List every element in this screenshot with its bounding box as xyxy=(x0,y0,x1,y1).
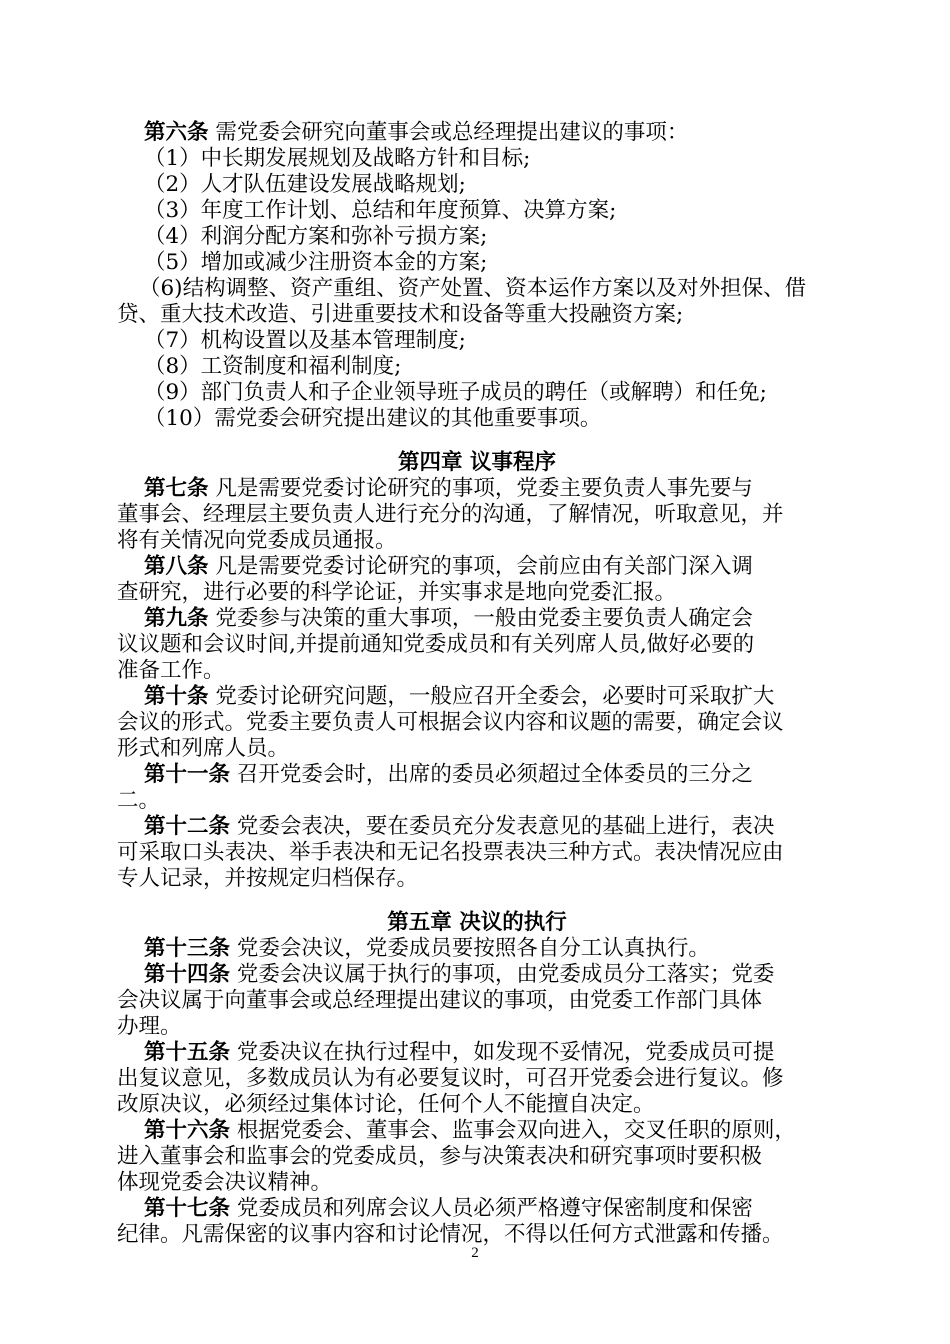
article-16-line-1: 根据党委会、董事会、监事会双向进入，交叉任职的原则， xyxy=(236,1118,796,1143)
article-16-line-3: 体现党委会决议精神。 xyxy=(117,1170,333,1195)
article-7-heading: 第七条 xyxy=(144,476,209,501)
chapter-5-title: 第五章 决议的执行 xyxy=(387,910,567,935)
article-14-line-1: 党委会决议属于执行的事项，由党委成员分工落实；党委 xyxy=(236,962,775,987)
article-16-line-2: 进入董事会和监事会的党委成员，参与决策表决和研究事项时要积极 xyxy=(117,1144,763,1169)
article-8-heading: 第八条 xyxy=(144,554,209,579)
document-body xyxy=(117,120,837,1248)
article-17-line-1: 党委成员和列席会议人员必须严格遵守保密制度和保密 xyxy=(236,1196,753,1221)
article-14-heading: 第十四条 xyxy=(144,962,231,987)
article-6-intro: 需党委会研究向董事会或总经理提出建议的事项： xyxy=(215,120,689,145)
article-8-line-1: 凡是需要党委讨论研究的事项，会前应由有关部门深入调 xyxy=(215,554,753,579)
article-6-item-6-line-2: 贷、重大技术改造、引进重要技术和设备等重大投融资方案; xyxy=(117,302,684,327)
article-15-line-1: 党委决议在执行过程中，如发现不妥情况，党委成员可提 xyxy=(236,1040,775,1065)
article-16-heading: 第十六条 xyxy=(144,1118,231,1143)
article-13-heading: 第十三条 xyxy=(144,936,231,961)
article-13 xyxy=(117,936,837,962)
article-12-line-2: 可采取口头表决、举手表决和无记名投票表决三种方式。表决情况应由 xyxy=(117,840,784,865)
article-11-line-2: 二。 xyxy=(117,788,161,813)
article-12-heading: 第十二条 xyxy=(144,814,231,839)
article-16 xyxy=(117,1118,837,1144)
article-11-line-1: 召开党委会时，出席的委员必须超过全体委员的三分之 xyxy=(236,762,753,787)
article-6-item-2: （2）人才队伍建设发展战略规划; xyxy=(144,172,466,197)
article-15-heading: 第十五条 xyxy=(144,1040,231,1065)
article-6-item-1: （1）中长期发展规划及战略方针和目标; xyxy=(144,146,531,171)
article-14 xyxy=(117,962,837,988)
page-number: 2 xyxy=(471,1245,479,1261)
article-6 xyxy=(117,120,837,146)
article-15-line-3: 改原决议，必须经过集体讨论，任何个人不能擅自决定。 xyxy=(117,1092,655,1117)
article-15 xyxy=(117,1040,837,1066)
article-9 xyxy=(117,606,837,632)
article-11-heading: 第十一条 xyxy=(144,762,231,787)
article-11 xyxy=(117,762,837,788)
article-7-line-2: 董事会、经理层主要负责人进行充分的沟通，了解情况，听取意见，并 xyxy=(117,502,784,527)
article-6-item-8: （8）工资制度和福利制度; xyxy=(144,354,402,379)
article-9-line-2: 议议题和会议时间,并提前通知党委成员和有关列席人员,做好必要的 xyxy=(117,632,755,657)
article-13-line-1: 党委会决议，党委成员要按照各自分工认真执行。 xyxy=(236,936,710,961)
article-6-item-9: （9）部门负责人和子企业领导班子成员的聘任（或解聘）和任免; xyxy=(144,380,767,405)
article-7-line-3: 将有关情况向党委成员通报。 xyxy=(117,528,397,553)
article-6-item-3: （3）年度工作计划、总结和年度预算、决算方案; xyxy=(144,198,617,223)
article-15-line-2: 出复议意见，多数成员认为有必要复议时，可召开党委会进行复议。修 xyxy=(117,1066,784,1091)
article-12-line-1: 党委会表决，要在委员充分发表意见的基础上进行，表决 xyxy=(236,814,775,839)
article-17-line-2: 纪律。凡需保密的议事内容和讨论情况，不得以任何方式泄露和传播。 xyxy=(117,1222,784,1247)
article-14-line-2: 会决议属于向董事会或总经理提出建议的事项，由党委工作部门具体 xyxy=(117,988,763,1013)
article-7-line-1: 凡是需要党委讨论研究的事项，党委主要负责人事先要与 xyxy=(215,476,753,501)
chapter-4-title: 第四章 议事程序 xyxy=(398,450,556,475)
article-8 xyxy=(117,554,837,580)
article-9-heading: 第九条 xyxy=(144,606,209,631)
article-6-item-5: （5）增加或减少注册资本金的方案; xyxy=(144,250,488,275)
article-8-line-2: 查研究，进行必要的科学论证，并实事求是地向党委汇报。 xyxy=(117,580,677,605)
article-10-line-2: 会议的形式。党委主要负责人可根据会议内容和议题的需要，确定会议 xyxy=(117,710,784,735)
article-10-line-1: 党委讨论研究问题，一般应召开全委会，必要时可采取扩大 xyxy=(215,684,775,709)
article-6-item-7: （7）机构设置以及基本管理制度; xyxy=(144,328,466,353)
article-6-item-4: （4）利润分配方案和弥补亏损方案; xyxy=(144,224,488,249)
article-9-line-3: 准备工作。 xyxy=(117,658,225,683)
article-9-line-1: 党委参与决策的重大事项，一般由党委主要负责人确定会 xyxy=(215,606,753,631)
article-6-item-6-line-1: （6)结构调整、资产重组、资产处置、资本运作方案以及对外担保、借 xyxy=(139,276,807,301)
article-6-item-10: （10）需党委会研究提出建议的其他重要事项。 xyxy=(144,406,602,431)
article-14-line-3: 办理。 xyxy=(117,1014,182,1039)
article-17 xyxy=(117,1196,837,1222)
article-12 xyxy=(117,814,837,840)
article-10-heading: 第十条 xyxy=(144,684,209,709)
article-10 xyxy=(117,684,837,710)
article-10-line-3: 形式和列席人员。 xyxy=(117,736,290,761)
article-17-heading: 第十七条 xyxy=(144,1196,231,1221)
article-7 xyxy=(117,476,837,502)
article-6-heading: 第六条 xyxy=(144,120,209,145)
article-12-line-3: 专人记录，并按规定归档保存。 xyxy=(117,866,419,891)
